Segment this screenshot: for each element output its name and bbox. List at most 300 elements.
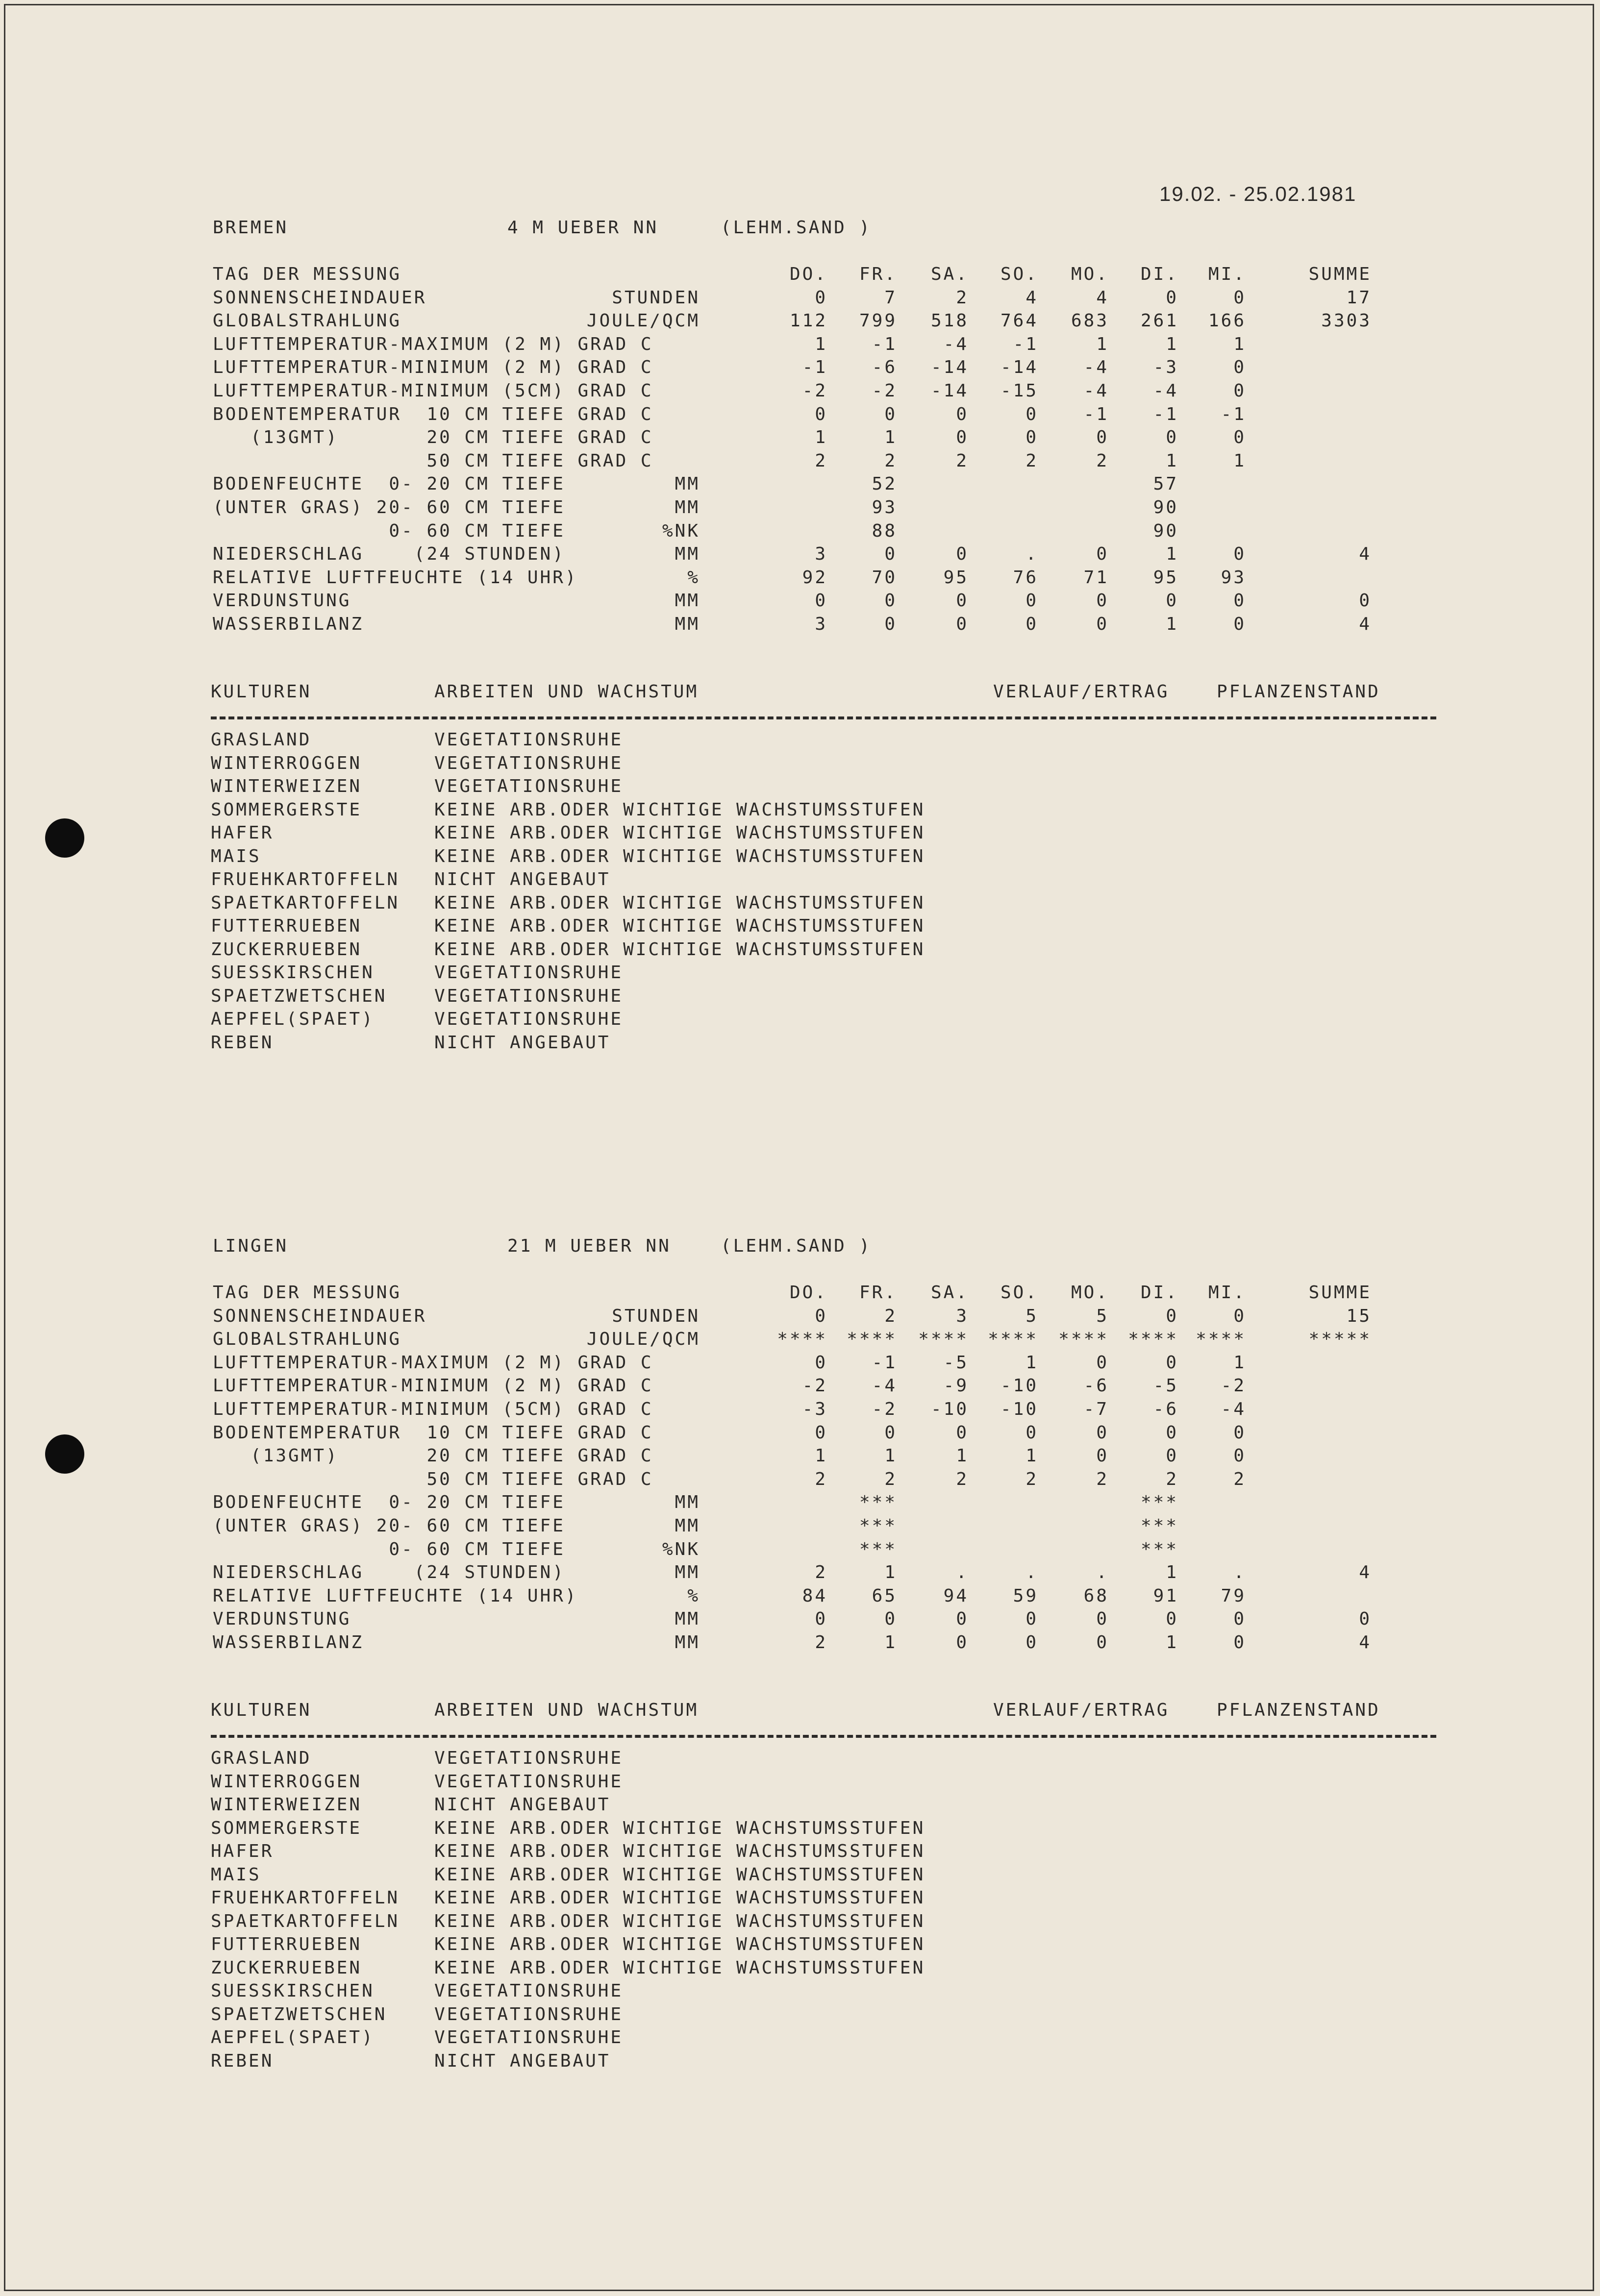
kulturen-header-yield: VERLAUF/ERTRAG [993, 1700, 1170, 1720]
day-value-cell: 95 [1153, 567, 1178, 588]
crop-status: KEINE ARB.ODER WICHTIGE WACHSTUMSSTUFEN [434, 1888, 925, 1908]
row-label: LUFTTEMPERATUR-MAXIMUM (2 M) GRAD C [213, 334, 653, 354]
crop-status: KEINE ARB.ODER WICHTIGE WACHSTUMSSTUFEN [434, 1957, 925, 1978]
day-value-cell: -4 [1083, 357, 1109, 378]
crop-status: NICHT ANGEBAUT [434, 1795, 611, 1815]
row-unit: MM [675, 1632, 700, 1653]
day-value-cell: **** [988, 1329, 1038, 1350]
crop-name: REBEN [211, 1032, 274, 1053]
row-unit: MM [675, 614, 700, 634]
row-unit: %NK [662, 520, 700, 541]
day-header: MO. [1071, 264, 1109, 284]
day-value-cell: 2 [1025, 1469, 1038, 1489]
kulturen-header-crop: KULTUREN [211, 1700, 312, 1720]
day-value-cell: 0 [815, 404, 827, 424]
day-value-cell: 0 [1233, 287, 1246, 308]
day-value-cell: 0 [956, 1609, 969, 1629]
day-value-cell: -1 [802, 357, 827, 378]
day-value-cell: 518 [930, 311, 969, 331]
day-value-cell: 0 [1233, 427, 1246, 448]
day-value-cell: 0 [1096, 614, 1109, 634]
day-value-cell: 95 [943, 567, 969, 588]
sum-value-cell: 4 [1359, 1562, 1372, 1583]
sum-value-cell: 3303 [1321, 311, 1372, 331]
crop-name: AEPFEL(SPAET) [211, 2027, 375, 2048]
crop-name: WINTERWEIZEN [211, 1795, 362, 1815]
day-value-cell: 3 [815, 614, 827, 634]
day-value-cell: **** [1196, 1329, 1246, 1350]
day-value-cell: 0 [1025, 427, 1038, 448]
crop-name: SUESSKIRSCHEN [211, 963, 375, 983]
day-value-cell: 88 [872, 520, 897, 541]
row-label: (UNTER GRAS) 20- 60 CM TIEFE [213, 1516, 565, 1536]
day-value-cell: -3 [802, 1399, 827, 1419]
day-value-cell: 1 [1233, 334, 1246, 354]
day-value-cell: -15 [1000, 381, 1038, 401]
row-unit: MM [675, 1609, 700, 1629]
crop-status: VEGETATIONSRUHE [434, 986, 624, 1006]
row-unit: MM [675, 497, 700, 518]
crop-name: SPAETKARTOFFELN [211, 892, 400, 913]
day-value-cell: 0 [956, 544, 969, 565]
row-label: SONNENSCHEINDAUER [213, 287, 427, 308]
day-value-cell: 0 [884, 404, 897, 424]
day-value-cell: 0 [1096, 427, 1109, 448]
day-value-cell: 2 [1096, 450, 1109, 471]
day-value-cell: 3 [815, 544, 827, 565]
row-unit: %NK [662, 1539, 700, 1559]
crop-name: SOMMERGERSTE [211, 1818, 362, 1838]
day-value-cell: 0 [1166, 1352, 1178, 1373]
day-value-cell: 1 [815, 334, 827, 354]
row-label: LUFTTEMPERATUR-MAXIMUM (2 M) GRAD C [213, 1352, 653, 1373]
day-value-cell: 0 [1096, 1609, 1109, 1629]
crop-status: KEINE ARB.ODER WICHTIGE WACHSTUMSSTUFEN [434, 1864, 925, 1885]
day-value-cell: -6 [1083, 1376, 1109, 1396]
sum-value-cell: 4 [1359, 614, 1372, 634]
day-value-cell: -1 [1153, 404, 1178, 424]
row-unit: MM [675, 1492, 700, 1513]
day-value-cell: 70 [872, 567, 897, 588]
day-value-cell: 1 [1166, 614, 1178, 634]
day-value-cell: 0 [956, 1632, 969, 1653]
day-value-cell: 1 [1096, 334, 1109, 354]
day-value-cell: 0 [1096, 1632, 1109, 1653]
sum-header: SUMME [1308, 1283, 1372, 1303]
day-value-cell: -4 [872, 1376, 897, 1396]
kulturen-header-stand: PFLANZENSTAND [1217, 682, 1380, 702]
day-value-cell: **** [1128, 1329, 1178, 1350]
day-value-cell: 0 [1233, 1609, 1246, 1629]
day-value-cell: -6 [872, 357, 897, 378]
day-value-cell: 7 [884, 287, 897, 308]
crop-name: HAFER [211, 823, 274, 843]
row-label: BODENTEMPERATUR 10 CM TIEFE GRAD C [213, 1422, 653, 1443]
sum-value-cell: 0 [1359, 591, 1372, 611]
dashed-separator [211, 1735, 1436, 1738]
row-label: GLOBALSTRAHLUNG [213, 311, 402, 331]
day-value-cell: 0 [1166, 1306, 1178, 1326]
crop-name: SPAETZWETSCHEN [211, 986, 387, 1006]
day-value-cell: 1 [815, 427, 827, 448]
row-label: 50 CM TIEFE GRAD C [213, 1469, 653, 1489]
day-value-cell: 2 [884, 1306, 897, 1326]
sum-value-cell: 17 [1346, 287, 1372, 308]
row-unit: JOULE/QCM [586, 311, 700, 331]
day-value-cell: *** [859, 1539, 897, 1559]
day-value-cell: *** [1140, 1539, 1178, 1559]
day-value-cell: 0 [1233, 1446, 1246, 1466]
day-value-cell: **** [847, 1329, 897, 1350]
day-value-cell: 0 [1025, 591, 1038, 611]
day-value-cell: -10 [1000, 1399, 1038, 1419]
day-value-cell: 1 [884, 1446, 897, 1466]
row-unit: STUNDEN [612, 1306, 700, 1326]
station-soil: (LEHM.SAND ) [721, 218, 872, 238]
day-value-cell: 0 [1166, 1446, 1178, 1466]
day-value-cell: 2 [884, 450, 897, 471]
day-value-cell: 0 [884, 1609, 897, 1629]
day-value-cell: 0 [1233, 1306, 1246, 1326]
day-value-cell: -3 [1153, 357, 1178, 378]
day-value-cell: -10 [930, 1399, 969, 1419]
row-label: TAG DER MESSUNG [213, 1283, 402, 1303]
day-value-cell: 5 [1096, 1306, 1109, 1326]
day-value-cell: -6 [1153, 1399, 1178, 1419]
station-elevation: 21 M UEBER NN [507, 1236, 671, 1256]
day-value-cell: -4 [943, 334, 969, 354]
day-value-cell: 0 [815, 1306, 827, 1326]
day-value-cell: 0 [1096, 1446, 1109, 1466]
crop-name: FRUEHKARTOFFELN [211, 1888, 400, 1908]
sum-value-cell: 0 [1359, 1609, 1372, 1629]
crop-name: GRASLAND [211, 1748, 312, 1768]
punch-hole [45, 818, 84, 858]
day-value-cell: 2 [956, 287, 969, 308]
crop-name: GRASLAND [211, 730, 312, 750]
day-value-cell: 2 [884, 1469, 897, 1489]
day-value-cell: . [1096, 1562, 1109, 1583]
crop-status: VEGETATIONSRUHE [434, 1748, 624, 1768]
station-elevation: 4 M UEBER NN [507, 218, 659, 238]
day-header: SO. [1000, 264, 1038, 284]
day-value-cell: **** [777, 1329, 827, 1350]
crop-name: FRUEHKARTOFFELN [211, 869, 400, 889]
day-value-cell: . [1233, 1562, 1246, 1583]
day-value-cell: 1 [884, 1632, 897, 1653]
day-value-cell: 683 [1071, 311, 1109, 331]
day-value-cell: -2 [872, 381, 897, 401]
day-value-cell: 0 [884, 591, 897, 611]
day-value-cell: 91 [1153, 1585, 1178, 1606]
crop-status: KEINE ARB.ODER WICHTIGE WACHSTUMSSTUFEN [434, 892, 925, 913]
day-value-cell: 2 [815, 1632, 827, 1653]
day-value-cell: 261 [1140, 311, 1178, 331]
crop-name: ZUCKERRUEBEN [211, 939, 362, 960]
day-value-cell: 4 [1025, 287, 1038, 308]
day-value-cell: 0 [1096, 1422, 1109, 1443]
day-value-cell: 2 [1233, 1469, 1246, 1489]
day-value-cell: 2 [956, 1469, 969, 1489]
row-label: GLOBALSTRAHLUNG [213, 1329, 402, 1350]
row-label: BODENFEUCHTE 0- 20 CM TIEFE [213, 474, 565, 494]
day-value-cell: -4 [1083, 381, 1109, 401]
day-value-cell: 1 [1233, 1352, 1246, 1373]
day-value-cell: 0 [1025, 1609, 1038, 1629]
day-value-cell: -5 [943, 1352, 969, 1373]
row-unit: % [687, 1585, 700, 1606]
row-unit: JOULE/QCM [586, 1329, 700, 1350]
row-label: LUFTTEMPERATUR-MINIMUM (5CM) GRAD C [213, 381, 653, 401]
day-value-cell: -1 [872, 1352, 897, 1373]
row-label: NIEDERSCHLAG (24 STUNDEN) [213, 1562, 565, 1583]
row-label: NIEDERSCHLAG (24 STUNDEN) [213, 544, 565, 565]
day-value-cell: 2 [815, 1469, 827, 1489]
day-value-cell: -2 [802, 1376, 827, 1396]
day-value-cell: 0 [1166, 287, 1178, 308]
kulturen-header-yield: VERLAUF/ERTRAG [993, 682, 1170, 702]
day-value-cell: 764 [1000, 311, 1038, 331]
day-value-cell: -1 [1083, 404, 1109, 424]
day-value-cell: 0 [815, 287, 827, 308]
crop-name: WINTERROGGEN [211, 1771, 362, 1792]
day-value-cell: 92 [802, 567, 827, 588]
sum-value-cell: ***** [1308, 1329, 1372, 1350]
crop-status: VEGETATIONSRUHE [434, 2004, 624, 2024]
day-value-cell: 0 [1025, 404, 1038, 424]
day-value-cell: *** [1140, 1492, 1178, 1513]
row-unit: MM [675, 1516, 700, 1536]
day-value-cell: 68 [1083, 1585, 1109, 1606]
day-value-cell: 0 [1025, 614, 1038, 634]
kulturen-header-stand: PFLANZENSTAND [1217, 1700, 1380, 1720]
crop-status: VEGETATIONSRUHE [434, 753, 624, 773]
crop-name: WINTERROGGEN [211, 753, 362, 773]
crop-status: VEGETATIONSRUHE [434, 1009, 624, 1029]
row-label: LUFTTEMPERATUR-MINIMUM (2 M) GRAD C [213, 1376, 653, 1396]
crop-status: KEINE ARB.ODER WICHTIGE WACHSTUMSSTUFEN [434, 823, 925, 843]
crop-status: VEGETATIONSRUHE [434, 1981, 624, 2001]
row-label: 0- 60 CM TIEFE [213, 520, 565, 541]
crop-name: SPAETKARTOFFELN [211, 1911, 400, 1931]
day-header: DO. [789, 1283, 827, 1303]
day-value-cell: 1 [815, 1446, 827, 1466]
day-value-cell: 2 [956, 450, 969, 471]
day-value-cell: 0 [956, 404, 969, 424]
day-value-cell: 0 [1166, 427, 1178, 448]
row-label: 50 CM TIEFE GRAD C [213, 450, 653, 471]
day-value-cell: 79 [1221, 1585, 1246, 1606]
row-label: VERDUNSTUNG [213, 1609, 351, 1629]
day-value-cell: 799 [859, 311, 897, 331]
row-label: BODENTEMPERATUR 10 CM TIEFE GRAD C [213, 404, 653, 424]
day-value-cell: 2 [815, 450, 827, 471]
crop-status: KEINE ARB.ODER WICHTIGE WACHSTUMSSTUFEN [434, 1911, 925, 1931]
crop-status: NICHT ANGEBAUT [434, 1032, 611, 1053]
day-value-cell: 1 [1025, 1352, 1038, 1373]
punch-hole [45, 1434, 84, 1474]
crop-name: MAIS [211, 1864, 261, 1885]
day-value-cell: 0 [1233, 591, 1246, 611]
day-value-cell: 65 [872, 1585, 897, 1606]
kulturen-header-work: ARBEITEN UND WACHSTUM [434, 682, 699, 702]
row-label: WASSERBILANZ [213, 1632, 364, 1653]
day-value-cell: 0 [956, 427, 969, 448]
sum-value-cell: 4 [1359, 544, 1372, 565]
row-label: VERDUNSTUNG [213, 591, 351, 611]
day-value-cell: -14 [930, 357, 969, 378]
crop-name: MAIS [211, 846, 261, 866]
day-value-cell: 0 [1096, 591, 1109, 611]
day-value-cell: 1 [1166, 450, 1178, 471]
day-value-cell: *** [859, 1492, 897, 1513]
row-unit: MM [675, 591, 700, 611]
sum-value-cell: 15 [1346, 1306, 1372, 1326]
crop-status: KEINE ARB.ODER WICHTIGE WACHSTUMSSTUFEN [434, 916, 925, 936]
day-value-cell: 0 [1166, 591, 1178, 611]
day-value-cell: -1 [1013, 334, 1038, 354]
crop-name: WINTERWEIZEN [211, 776, 362, 796]
day-value-cell: 0 [1233, 1422, 1246, 1443]
row-label: (13GMT) 20 CM TIEFE GRAD C [213, 1446, 653, 1466]
day-value-cell: 0 [1233, 381, 1246, 401]
row-label: BODENFEUCHTE 0- 20 CM TIEFE [213, 1492, 565, 1513]
day-value-cell: 0 [1233, 544, 1246, 565]
day-value-cell: . [956, 1562, 969, 1583]
row-label: (13GMT) 20 CM TIEFE GRAD C [213, 427, 653, 448]
day-value-cell: 112 [789, 311, 827, 331]
day-value-cell: 52 [872, 474, 897, 494]
day-value-cell: *** [859, 1516, 897, 1536]
day-value-cell: 0 [1025, 1422, 1038, 1443]
day-value-cell: 93 [1221, 567, 1246, 588]
day-value-cell: 94 [943, 1585, 969, 1606]
station-soil: (LEHM.SAND ) [721, 1236, 872, 1256]
crop-status: VEGETATIONSRUHE [434, 1771, 624, 1792]
sum-value-cell: 4 [1359, 1632, 1372, 1653]
row-label: LUFTTEMPERATUR-MINIMUM (2 M) GRAD C [213, 357, 653, 378]
day-header: FR. [859, 264, 897, 284]
day-value-cell: 2 [815, 1562, 827, 1583]
crop-status: VEGETATIONSRUHE [434, 963, 624, 983]
crop-status: KEINE ARB.ODER WICHTIGE WACHSTUMSSTUFEN [434, 1934, 925, 1954]
day-value-cell: 0 [956, 614, 969, 634]
kulturen-header-work: ARBEITEN UND WACHSTUM [434, 1700, 699, 1720]
day-value-cell: 1 [1166, 544, 1178, 565]
day-value-cell: 0 [884, 1422, 897, 1443]
day-value-cell: 5 [1025, 1306, 1038, 1326]
day-value-cell: 1 [884, 427, 897, 448]
kulturen-header-crop: KULTUREN [211, 682, 312, 702]
date-range: 19.02. - 25.02.1981 [1159, 182, 1357, 205]
day-value-cell: 0 [1166, 1422, 1178, 1443]
day-value-cell: 0 [1166, 1609, 1178, 1629]
crop-name: FUTTERRUEBEN [211, 916, 362, 936]
day-header: SA. [930, 1283, 969, 1303]
day-value-cell: **** [1058, 1329, 1109, 1350]
dashed-separator [211, 716, 1436, 719]
day-value-cell: -4 [1221, 1399, 1246, 1419]
row-label: TAG DER MESSUNG [213, 264, 402, 284]
day-value-cell: 84 [802, 1585, 827, 1606]
crop-name: AEPFEL(SPAET) [211, 1009, 375, 1029]
crop-name: ZUCKERRUEBEN [211, 1957, 362, 1978]
row-label: RELATIVE LUFTFEUCHTE (14 UHR) [213, 1585, 578, 1606]
sum-header: SUMME [1308, 264, 1372, 284]
crop-status: VEGETATIONSRUHE [434, 2027, 624, 2048]
day-value-cell: -14 [1000, 357, 1038, 378]
day-value-cell: -1 [872, 334, 897, 354]
row-label: (UNTER GRAS) 20- 60 CM TIEFE [213, 497, 565, 518]
day-value-cell: -4 [1153, 381, 1178, 401]
crop-name: FUTTERRUEBEN [211, 1934, 362, 1954]
day-value-cell: -2 [1221, 1376, 1246, 1396]
day-value-cell: 0 [1096, 544, 1109, 565]
day-header: FR. [859, 1283, 897, 1303]
day-value-cell: 59 [1013, 1585, 1038, 1606]
row-unit: STUNDEN [612, 287, 700, 308]
day-value-cell: 0 [1096, 1352, 1109, 1373]
day-value-cell: 2 [1096, 1469, 1109, 1489]
day-value-cell: -1 [1221, 404, 1246, 424]
day-header: MO. [1071, 1283, 1109, 1303]
day-value-cell: 93 [872, 497, 897, 518]
day-header: MI. [1208, 1283, 1246, 1303]
row-unit: MM [675, 1562, 700, 1583]
day-header: DI. [1140, 1283, 1178, 1303]
day-value-cell: 2 [1166, 1469, 1178, 1489]
day-value-cell: -5 [1153, 1376, 1178, 1396]
day-value-cell: 166 [1208, 311, 1246, 331]
day-header: DO. [789, 264, 827, 284]
crop-name: REBEN [211, 2050, 274, 2071]
day-value-cell: 0 [884, 544, 897, 565]
day-value-cell: -7 [1083, 1399, 1109, 1419]
day-value-cell: -2 [872, 1399, 897, 1419]
crop-name: SPAETZWETSCHEN [211, 2004, 387, 2024]
crop-name: HAFER [211, 1841, 274, 1861]
crop-status: VEGETATIONSRUHE [434, 730, 624, 750]
day-value-cell: **** [918, 1329, 969, 1350]
day-value-cell: -2 [802, 381, 827, 401]
day-value-cell: 0 [815, 1609, 827, 1629]
day-header: SA. [930, 264, 969, 284]
day-header: SO. [1000, 1283, 1038, 1303]
day-value-cell: 0 [1233, 614, 1246, 634]
day-value-cell: . [1025, 1562, 1038, 1583]
station-name: BREMEN [213, 218, 289, 238]
day-value-cell: 90 [1153, 497, 1178, 518]
day-value-cell: 57 [1153, 474, 1178, 494]
crop-name: SUESSKIRSCHEN [211, 1981, 375, 2001]
crop-status: KEINE ARB.ODER WICHTIGE WACHSTUMSSTUFEN [434, 1818, 925, 1838]
row-unit: MM [675, 544, 700, 565]
day-value-cell: 1 [1233, 450, 1246, 471]
day-value-cell: 2 [1025, 450, 1038, 471]
day-value-cell: 1 [1025, 1446, 1038, 1466]
day-value-cell: 1 [1166, 1632, 1178, 1653]
row-label: LUFTTEMPERATUR-MINIMUM (5CM) GRAD C [213, 1399, 653, 1419]
day-value-cell: 76 [1013, 567, 1038, 588]
row-label: 0- 60 CM TIEFE [213, 1539, 565, 1559]
day-value-cell: 0 [815, 591, 827, 611]
day-value-cell: 1 [1166, 334, 1178, 354]
crop-status: NICHT ANGEBAUT [434, 2050, 611, 2071]
day-value-cell: 3 [956, 1306, 969, 1326]
day-value-cell: *** [1140, 1516, 1178, 1536]
day-value-cell: 0 [815, 1422, 827, 1443]
day-value-cell: 0 [1233, 357, 1246, 378]
